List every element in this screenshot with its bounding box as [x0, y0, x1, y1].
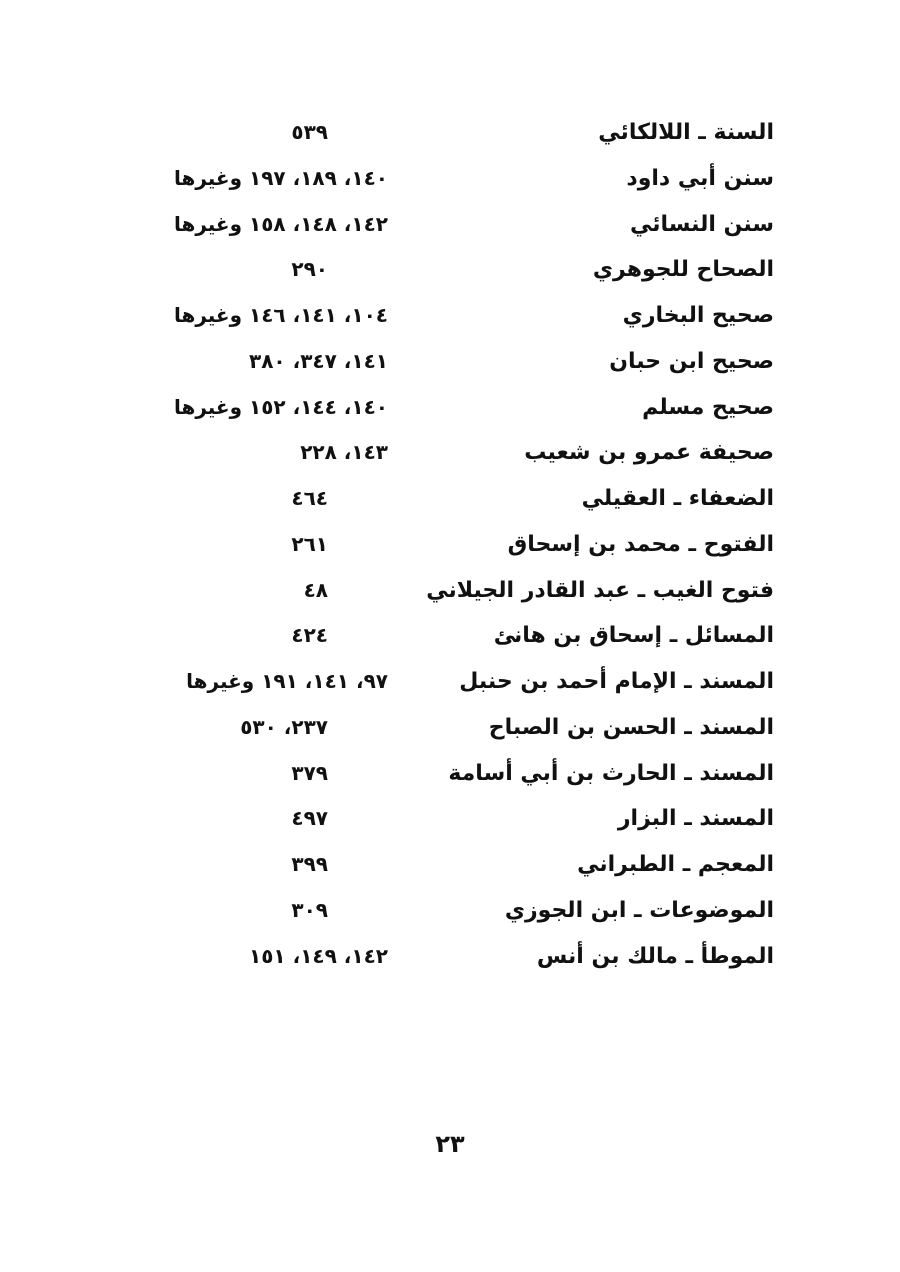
index-entry — [128, 391, 774, 437]
entry-pages: ٣٧٩ — [291, 760, 328, 785]
entry-pages: ١٤١، ٣٤٧، ٣٨٠ — [249, 348, 388, 373]
entry-pages: ٢٦١ — [291, 531, 328, 556]
page-number: ٢٣ — [435, 1130, 465, 1158]
index-entry — [128, 162, 774, 208]
index-entry — [128, 436, 774, 482]
entry-pages: ٢٣٧، ٥٣٠ — [240, 714, 328, 739]
entry-title: صحيفة عمرو بن شعيب — [524, 440, 774, 466]
index-entry — [128, 757, 774, 803]
entry-title: المسند ـ البزار — [617, 806, 774, 832]
entry-pages: ٣٩٩ — [291, 852, 328, 876]
index-entry — [128, 802, 774, 848]
entry-pages: ٤٩٧ — [291, 806, 328, 831]
index-entry — [128, 208, 774, 254]
entry-title: فتوح الغيب ـ عبد القادر الجيلاني — [426, 577, 774, 603]
index-entry — [128, 253, 774, 299]
entry-pages: ٤٨ — [303, 577, 328, 602]
entry-title: الموضوعات ـ ابن الجوزي — [504, 897, 774, 923]
index-entry — [128, 848, 774, 894]
entry-title: الضعفاء ـ العقيلي — [581, 486, 774, 511]
entry-pages: ١٤٢، ١٤٩، ١٥١ — [249, 943, 388, 968]
entry-title: سنن النسائي — [629, 211, 774, 237]
entry-title: صحيح مسلم — [642, 394, 774, 420]
index-entry — [128, 665, 774, 711]
entry-pages: ١٠٤، ١٤١، ١٤٦ وغيرها — [173, 303, 388, 327]
index-entry — [128, 940, 774, 986]
entry-title: الفتوح ـ محمد بن إسحاق — [507, 531, 774, 557]
entry-title: السنة ـ اللالكائي — [598, 120, 774, 145]
entry-pages: ١٤٠، ١٤٤، ١٥٢ وغيرها — [173, 394, 388, 419]
entry-title: الموطأ ـ مالك بن أنس — [536, 943, 774, 969]
index-entry — [128, 574, 774, 620]
entry-pages: ٢٩٠ — [291, 257, 328, 282]
entry-title: الصحاح للجوهري — [592, 257, 774, 283]
entry-pages: ٩٧، ١٤١، ١٩١ وغيرها — [186, 669, 388, 693]
index-entry — [128, 711, 774, 757]
entry-title: المسند ـ الحسن بن الصباح — [488, 714, 774, 740]
entry-title: سنن أبي داود — [626, 165, 774, 191]
entry-pages: ١٤٠، ١٨٩، ١٩٧ وغيرها — [173, 165, 388, 190]
entry-title: صحيح البخاري — [622, 303, 774, 328]
index-entry — [128, 482, 774, 528]
entry-title: المعجم ـ الطبراني — [577, 852, 774, 877]
entry-pages: ١٤٣، ٢٢٨ — [300, 440, 388, 465]
index-entry — [128, 894, 774, 940]
entry-pages: ٤٢٤ — [291, 623, 328, 648]
index-entry — [128, 299, 774, 345]
index-entry — [128, 528, 774, 574]
entry-title: المسند ـ الحارث بن أبي أسامة — [448, 760, 774, 786]
index-entry — [128, 345, 774, 391]
index-entry — [128, 116, 774, 162]
entry-pages: ١٤٢، ١٤٨، ١٥٨ وغيرها — [173, 211, 388, 236]
entry-title: صحيح ابن حبان — [609, 348, 774, 374]
sources-index-list — [128, 116, 774, 985]
entry-title: المسائل ـ إسحاق بن هانئ — [493, 623, 774, 649]
entry-pages: ٣٠٩ — [291, 897, 328, 922]
entry-pages: ٥٣٩ — [291, 120, 328, 144]
index-entry — [128, 619, 774, 665]
entry-title: المسند ـ الإمام أحمد بن حنبل — [459, 669, 774, 694]
entry-pages: ٤٦٤ — [291, 486, 328, 510]
